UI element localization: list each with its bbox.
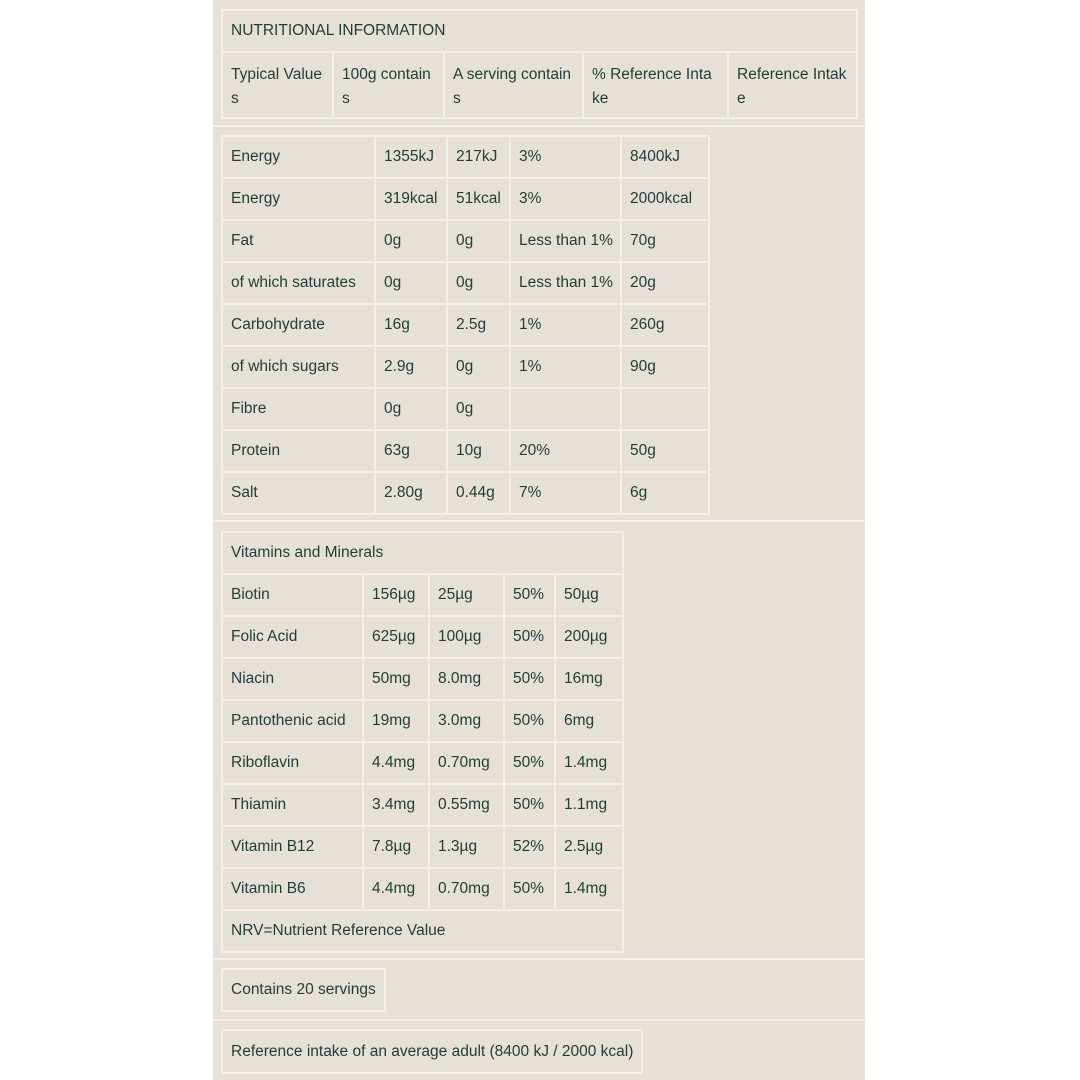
cell-serving: 0g [447,346,510,388]
cell-per100g: 7.8µg [363,826,429,868]
cell-name: Vitamin B6 [222,868,363,910]
column-header: Typical Values [222,52,333,118]
cell-ri-pct: 3% [510,178,621,220]
cell-per100g: 319kcal [375,178,447,220]
cell-nrv: 1.4mg [555,868,623,910]
table-row [222,346,709,388]
nutrients-table [221,135,710,515]
cell-nrv-pct: 50% [504,658,555,700]
cell-name: Folic Acid [222,616,363,658]
cell-serving: 1.3µg [429,826,504,868]
cell-name: Energy [222,178,375,220]
cell-nrv: 16mg [555,658,623,700]
cell-per100g: 2.9g [375,346,447,388]
cell-nrv: 50µg [555,574,623,616]
cell-serving: 100µg [429,616,504,658]
table-row [222,700,623,742]
cell-name: Energy [222,136,375,178]
cell-serving: 0.70mg [429,742,504,784]
cell-per100g: 50mg [363,658,429,700]
column-header: % Reference Intake [583,52,728,118]
cell-nrv: 1.4mg [555,742,623,784]
cell-nrv-pct: 50% [504,784,555,826]
cell-name: Niacin [222,658,363,700]
cell-ri-pct: 3% [510,136,621,178]
cell-serving: 2.5g [447,304,510,346]
cell-per100g: 4.4mg [363,742,429,784]
cell-nrv-pct: 50% [504,700,555,742]
cell-per100g: 0g [375,262,447,304]
reference-table [221,1029,643,1074]
cell-ri: 2000kcal [621,178,709,220]
table-row [222,262,709,304]
cell-ri-pct [510,388,621,430]
cell-per100g: 625µg [363,616,429,658]
table-row [222,826,623,868]
cell-ri: 90g [621,346,709,388]
table-row [222,616,623,658]
cell-serving: 0.44g [447,472,510,514]
cell-nrv: 200µg [555,616,623,658]
cell-per100g: 0g [375,220,447,262]
section-divider [213,958,865,960]
cell-nrv: 1.1mg [555,784,623,826]
cell-name: Biotin [222,574,363,616]
cell-per100g: 3.4mg [363,784,429,826]
cell-ri-pct: Less than 1% [510,262,621,304]
cell-name: Protein [222,430,375,472]
table-row [222,388,709,430]
cell-per100g: 0g [375,388,447,430]
table-row [222,574,623,616]
cell-name: Fat [222,220,375,262]
cell-serving: 3.0mg [429,700,504,742]
nrv-footnote: NRV=Nutrient Reference Value [222,910,623,952]
cell-name: of which saturates [222,262,375,304]
table-title: NUTRITIONAL INFORMATION [222,10,857,52]
table-row [222,742,623,784]
cell-per100g: 4.4mg [363,868,429,910]
column-header: A serving contains [444,52,583,118]
servings-table [221,968,386,1012]
table-row [222,220,709,262]
table-row [222,304,709,346]
section-divider [213,520,865,522]
cell-nrv-pct: 52% [504,826,555,868]
cell-per100g: 1355kJ [375,136,447,178]
cell-per100g: 16g [375,304,447,346]
cell-name: Carbohydrate [222,304,375,346]
cell-ri: 70g [621,220,709,262]
section-divider [213,1019,865,1021]
table-row [222,178,709,220]
cell-per100g: 156µg [363,574,429,616]
cell-ri-pct: 20% [510,430,621,472]
reference-note: Reference intake of an average adult (8400 kJ / 2000 kcal) [222,1030,642,1073]
cell-nrv: 2.5µg [555,826,623,868]
cell-serving: 217kJ [447,136,510,178]
column-header: Reference Intake [728,52,857,118]
table-row [222,658,623,700]
cell-per100g: 19mg [363,700,429,742]
cell-serving: 0g [447,388,510,430]
cell-ri: 260g [621,304,709,346]
cell-ri-pct: 1% [510,346,621,388]
cell-ri: 50g [621,430,709,472]
cell-name: Salt [222,472,375,514]
cell-ri-pct: 7% [510,472,621,514]
cell-serving: 10g [447,430,510,472]
table-row [222,136,709,178]
cell-nrv-pct: 50% [504,742,555,784]
cell-serving: 0.70mg [429,868,504,910]
cell-serving: 0g [447,262,510,304]
table-row [222,472,709,514]
cell-ri [621,388,709,430]
cell-ri-pct: Less than 1% [510,220,621,262]
cell-per100g: 63g [375,430,447,472]
cell-name: Pantothenic acid [222,700,363,742]
cell-serving: 0.55mg [429,784,504,826]
cell-name: Riboflavin [222,742,363,784]
cell-ri: 6g [621,472,709,514]
cell-nrv: 6mg [555,700,623,742]
cell-name: Vitamin B12 [222,826,363,868]
section-divider [213,125,865,127]
cell-name: Fibre [222,388,375,430]
cell-ri: 20g [621,262,709,304]
vitamins-title: Vitamins and Minerals [222,532,623,574]
cell-per100g: 2.80g [375,472,447,514]
nutrition-header-table [221,9,858,119]
cell-serving: 25µg [429,574,504,616]
cell-name: of which sugars [222,346,375,388]
vitamins-table [221,531,624,953]
cell-serving: 0g [447,220,510,262]
cell-serving: 8.0mg [429,658,504,700]
cell-nrv-pct: 50% [504,574,555,616]
column-header: 100g contains [333,52,444,118]
servings-note: Contains 20 servings [222,969,385,1011]
cell-nrv-pct: 50% [504,868,555,910]
cell-name: Thiamin [222,784,363,826]
table-row [222,868,623,910]
table-row [222,430,709,472]
cell-serving: 51kcal [447,178,510,220]
cell-nrv-pct: 50% [504,616,555,658]
cell-ri-pct: 1% [510,304,621,346]
table-row [222,784,623,826]
cell-ri: 8400kJ [621,136,709,178]
